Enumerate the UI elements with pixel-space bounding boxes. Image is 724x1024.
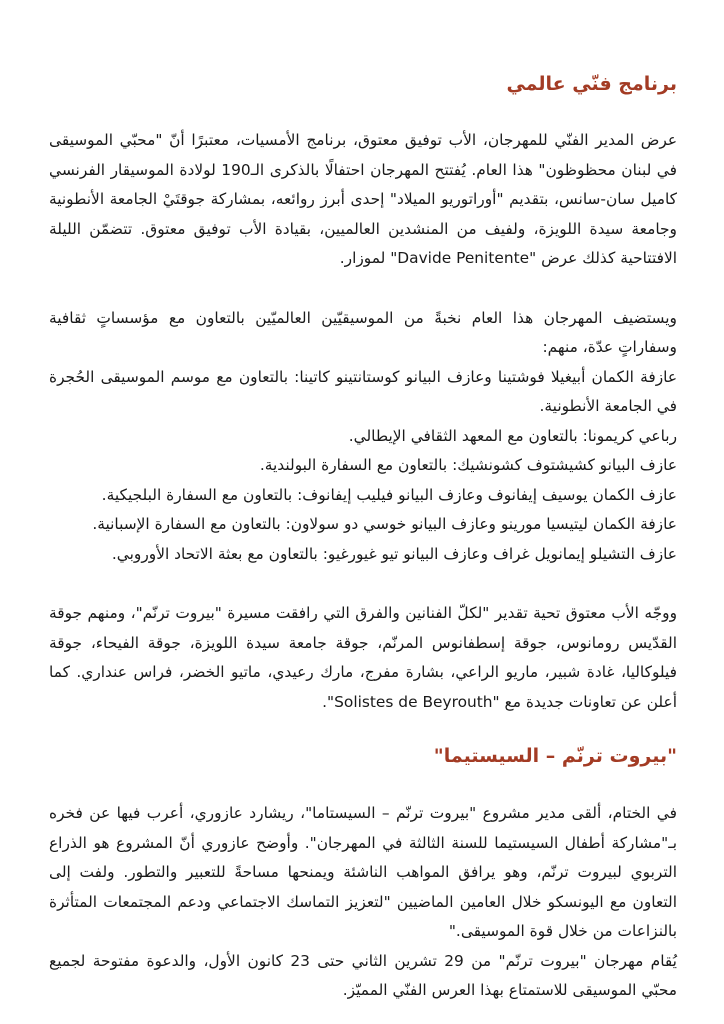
intro-block [49, 126, 677, 274]
guest-line: عازف البيانو كشيشتوف كشونشيك: بالتعاون مع السفارة البولندية. [259, 456, 677, 474]
section-heading-program: برنامج فنّي عالمي [506, 73, 677, 95]
guest-line: عازفة الكمان أبيغيلا فوشتينا وعازف البيانو كوستانتينو كاتينا: بالتعاون مع موسم الموسيقى الحُجرة في الجامعة الأنطونية. [49, 367, 677, 415]
guest-line: رباعي كريمونا: بالتعاون مع المعهد الثقافي الإيطالي. [348, 426, 677, 445]
section-program-header [49, 67, 677, 101]
closing-paragraph: في الختام، ألقى مدير مشروع "بيروت ترنّم – السيستاما"، ريشارد عازوري، أعرب فيها عن فخره بـ"مشاركة أطفال السيستيما للسنة الثالثة في المهرجان". وأوضح عازوري أنّ المشروع هو الذراع التربوي لبيروت ترنّم، وهو يرافق المواهب الناشئة ويمنحها مساحةً للتعبير والتطور. ولفت إلى التعاون مع اليونسكو خلال العامين الماضيين "لتعزيز التماسك الاجتماعي ودعم المجتمعات المتأثرة بالنزاعات من خلال قوة الموسيقى." [49, 804, 677, 940]
guests-intro-paragraph: ويستضيف المهرجان هذا العام نخبةً من الموسيقيّين العالميّين بالتعاون مع مؤسساتٍ ثقافية وسفاراتٍ عدّة، منهم: [49, 308, 677, 356]
guest-line: عازف التشيلو إيمانويل غراف وعازف البيانو تيو غيورغيو: بالتعاون مع بعثة الاتحاد الأوروبي. [111, 544, 677, 563]
guest-line: عازفة الكمان ليتيسيا مورينو وعازف البيانو خوسي دو سولاون: بالتعاون مع السفارة الإسبانية. [92, 515, 677, 533]
section-heading-sistema: "بيروت ترنّم – السيستيما" [433, 745, 677, 767]
tribute-paragraph: ووجّه الأب معتوق تحية تقدير "لكلّ الفنانين والفرق التي رافقت مسيرة "بيروت ترنّم"، ومنهم جوقة القدّيس رومانوس، جوقة إسطفانوس المرنّم، جوقة جامعة سيدة اللويزة، جوقة الفيحاء، جوقة فيلوكاليا، غادة شبير، ماريو الراعي، بشارة مفرج، مارك رعيدي، ماتيو الخضر، فراس عنداري. كما أعلن عن تعاونات جديدة مع "Solistes de Beyrouth". [49, 604, 677, 711]
tribute-block [49, 599, 677, 717]
guests-block [49, 304, 677, 570]
guest-line: عازف الكمان يوسيف إيفانوف وعازف البيانو فيليب إيفانوف: بالتعاون مع السفارة البلجيكية. [101, 485, 677, 504]
section-sistema-header [49, 739, 677, 773]
closing-block [49, 799, 677, 1006]
intro-paragraph: عرض المدير الفنّي للمهرجان، الأب توفيق معتوق، برنامج الأمسيات، معتبرًا أنّ "محبّي الموسيقى في لبنان محظوظون" هذا العام. يُفتتح المهرجان احتفالًا بالذكرى الـ190 لولادة الموسيقار الفرنسي كاميل سان-سانس، بتقديم "أوراتوريو الميلاد" إحدى أبرز روائعه، بمشاركة جوقتَيْ الجامعة الأنطونية وجامعة سيدة اللويزة، ولفيف من المنشدين العالميين، بقيادة الأب توفيق معتوق. تتضمّن الليلة الافتتاحية كذلك عرض "Davide Penitente" لموزار. [49, 131, 677, 267]
dates-paragraph: يُقام مهرجان "بيروت ترنّم" من 29 تشرين الثاني حتى 23 كانون الأول، والدعوة مفتوحة لجميع محبّي الموسيقى للاستمتاع بهذا العرس الفنّي المميّز. [49, 951, 677, 999]
